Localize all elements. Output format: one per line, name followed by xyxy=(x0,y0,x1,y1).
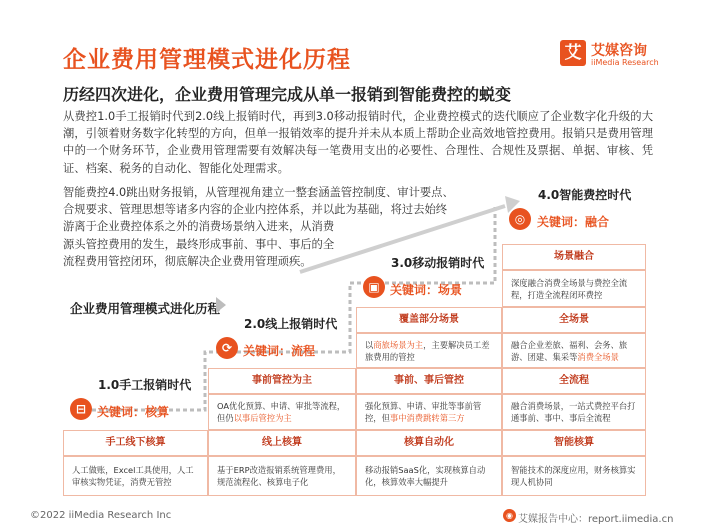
evolution-label: 企业费用管理模式进化历程 xyxy=(70,301,221,316)
brand-name: 艾媒咨询 xyxy=(591,43,647,59)
era-3-head-auto: 核算自动化 xyxy=(356,430,502,456)
workflow-icon: ⟳ xyxy=(216,337,238,359)
era-4-desc-fusion: 深度融合消费全场景与费控全流程，打造全流程闭环费控 xyxy=(502,270,646,307)
brand-logo: 艾 xyxy=(560,40,586,66)
era-4-head-all-flow: 全流程 xyxy=(502,368,646,394)
era-1-title: 1.0手工报销时代 xyxy=(98,378,192,392)
era-1-keyword: 关键词：核算 xyxy=(97,405,170,419)
era-2-head-online: 线上核算 xyxy=(208,430,356,456)
paragraph-line: 源头管控费用的发生，最终形成事前、事中、事后的全 xyxy=(63,237,335,251)
era-2-keyword: 关键词：流程 xyxy=(243,344,316,358)
footer-copyright: ©2022 iiMedia Research Inc xyxy=(30,510,172,521)
era-3-head-scene: 覆盖部分场景 xyxy=(356,307,502,333)
calculator-icon: ⊟ xyxy=(70,398,92,420)
page-title: 企业费用管理模式进化历程 xyxy=(63,47,351,73)
footer-site-link[interactable]: 艾媒报告中心：report.iimedia.cn xyxy=(518,514,674,525)
desc-text: 融合企业差旅、福利、会务、旅游、团建、集采等 xyxy=(511,339,628,362)
era-4-head-smart: 智能核算 xyxy=(502,430,646,456)
era-3-keyword: 关键词：场景 xyxy=(390,283,463,297)
desc-text: 强化预算、申请、审批等事前管控，但 xyxy=(365,401,482,423)
era-3-desc-auto: 移动报销SaaS化，实现核算自动化，核算效率大幅提升 xyxy=(356,456,502,496)
paragraph-line: 智能费控4.0跳出财务报销，从管理视角建立一整套涵盖管控制度、审计要点、 xyxy=(63,186,454,199)
era-2-title: 2.0线上报销时代 xyxy=(244,317,338,331)
brand-subname: iiMedia Research xyxy=(591,58,659,67)
desc-highlight: 商旅场景为主 xyxy=(373,339,424,350)
era-4-keyword: 关键词：融合 xyxy=(537,215,610,229)
era-1-head-offline: 手工线下核算 xyxy=(63,430,208,456)
era-2-desc-pre xyxy=(208,394,356,430)
era-3-desc-scene xyxy=(356,333,502,368)
desc-highlight: 事中消费跳转第三方 xyxy=(389,413,465,423)
paragraph-line: 合规要求、管理思想等诸多内容的企业内控体系，并以此为基础，将过去始终 xyxy=(63,203,448,217)
desc-highlight: 消费全场景 xyxy=(577,351,619,362)
era-3-title: 3.0移动报销时代 xyxy=(391,256,485,270)
paragraph-line: 流程费用管控闭环，彻底解决企业费用管理顽疾。 xyxy=(63,254,312,268)
era-4-desc-smart: 智能技术的深度应用，财务核算实现人机协同 xyxy=(502,456,646,496)
report-center-icon: ◉ xyxy=(503,509,516,522)
era-4-head-fusion: 场景融合 xyxy=(502,244,646,270)
era-3-desc-control xyxy=(356,394,502,430)
fusion-icon: ◎ xyxy=(509,208,531,230)
desc-text: 以 xyxy=(365,339,374,350)
era-2-desc-online: 基于ERP改造报销系统管理费用，规范流程化、核算电子化 xyxy=(208,456,356,496)
era-4-title: 4.0智能费控时代 xyxy=(538,188,632,202)
mobile-scene-icon: ▣ xyxy=(363,276,385,298)
paragraph-line: 游离于企业费控体系之外的消费场景纳入进来，从消费 xyxy=(63,220,335,234)
era-4-desc-all-flow: 融合消费场景，一站式费控平台打通事前、事中、事后全流程 xyxy=(502,394,646,430)
era-2-head-pre: 事前管控为主 xyxy=(208,368,356,394)
desc-highlight: 以事后管控为主 xyxy=(233,413,292,423)
era-3-head-control: 事前、事后管控 xyxy=(356,368,502,394)
page-subtitle: 历经四次进化，企业费用管理完成从单一报销到智能费控的蜕变 xyxy=(63,85,512,104)
era-4-desc-all-scene xyxy=(502,333,646,368)
intro-paragraph: 从费控1.0手工报销时代到2.0线上报销时代，再到3.0移动报销时代，企业费控模式的迭代顺应了企业数字化升级的大潮，引领着财务数字化转型的方向，但单一报销效率的提升并未从本质上帮助企业高效地管控费用。报销只是费用管理中的一个财务环节，企业费用管理需要有效解决每一笔费用支出的必要性、合理性、合规性及票据、单据、审核、凭证、档案、税务的自动化、智能化处理需求。 xyxy=(63,110,653,175)
desc-text: OA优化预算、申请、审批等流程，但仍 xyxy=(217,401,346,423)
arrow-right-icon xyxy=(216,297,226,313)
era-1-desc-offline: 人工做账，Excel工具使用，人工审核实物凭证，消费无管控 xyxy=(63,456,208,496)
desc-text: ，主要解决员工差旅费用的管控 xyxy=(365,339,490,362)
era-4-head-all-scene: 全场景 xyxy=(502,307,646,333)
